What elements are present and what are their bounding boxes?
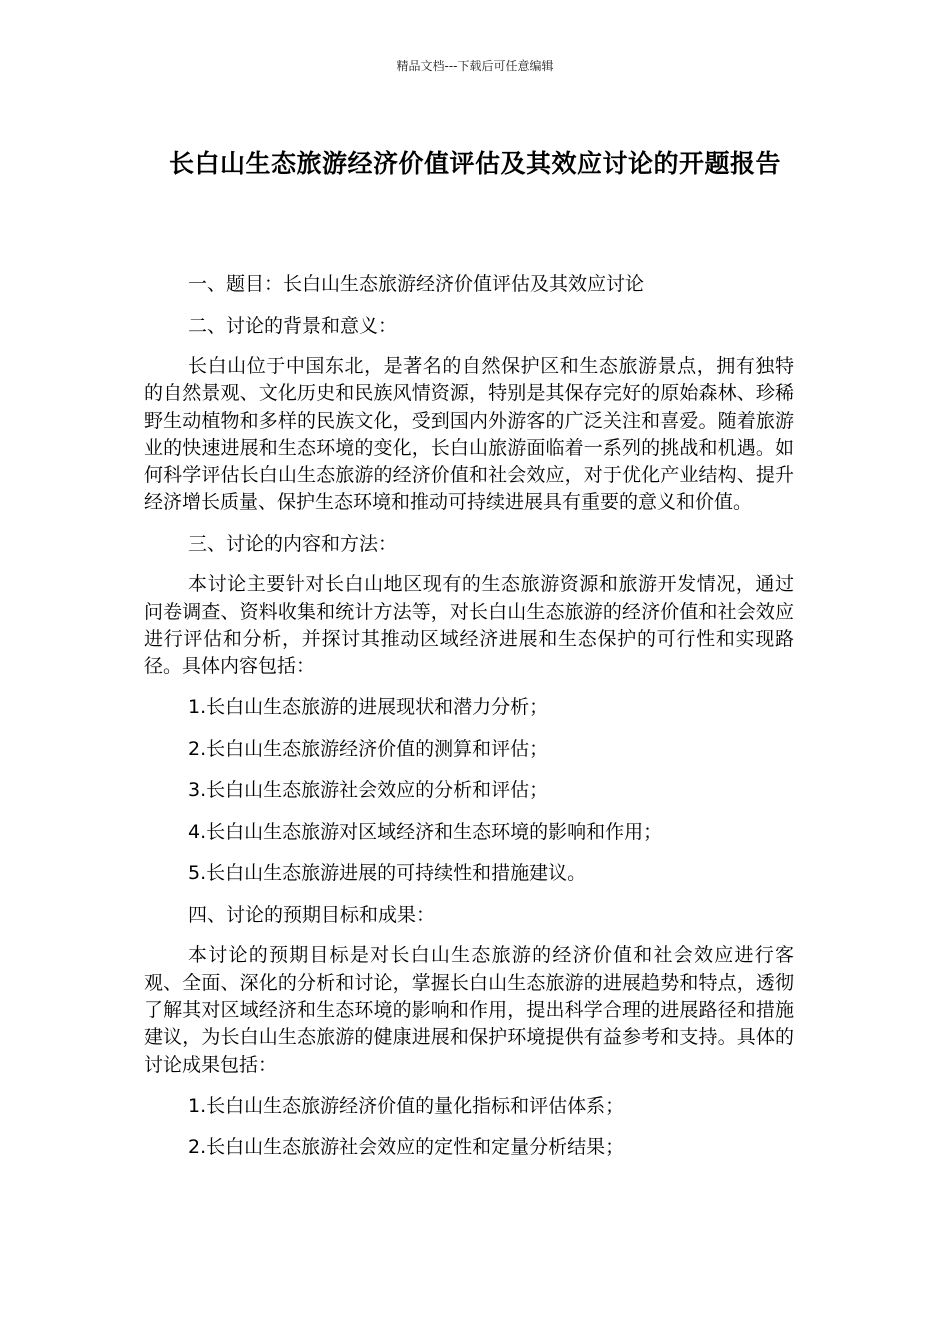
list-item: 1.长白山生态旅游的进展现状和潜力分析； (188, 696, 549, 719)
section-heading-goals: 四、讨论的预期目标和成果： (188, 903, 436, 926)
list-item: 2.长白山生态旅游社会效应的定性和定量分析结果； (188, 1136, 625, 1159)
section-heading-background: 二、讨论的背景和意义： (188, 314, 398, 337)
paragraph-goals: 本讨论的预期目标是对长白山生态旅游的经济价值和社会效应进行客观、全面、深化的分析和讨论，掌握长白山生态旅游的进展趋势和特点，透彻了解其对区域经济和生态环境的影响和作用，提出科学合理的进展路径和措施建议，为长白山生态旅游的健康进展和保护环境提供有益参考和支持。具体的讨论成果包括： (144, 944, 794, 1076)
page-header-note: 精品文档---下载后可任意编辑 (396, 59, 554, 73)
document-title: 长白山生态旅游经济价值评估及其效应讨论的开题报告 (168, 149, 781, 178)
section-heading-content-method: 三、讨论的内容和方法： (188, 532, 398, 555)
list-item: 5.长白山生态旅游进展的可持续性和措施建议。 (188, 862, 587, 885)
document-body (144, 270, 794, 1175)
list-item: 1.长白山生态旅游经济价值的量化指标和评估体系； (188, 1094, 625, 1117)
paragraph-content-method: 本讨论主要针对长白山地区现有的生态旅游资源和旅游开发情况，通过问卷调查、资料收集和统计方法等，对长白山生态旅游的经济价值和社会效应进行评估和分析，并探讨其推动区域经济进展和生态保护的可行性和实现路径。具体内容包括： (144, 573, 794, 678)
section-heading-topic: 一、题目：长白山生态旅游经济价值评估及其效应讨论 (188, 273, 645, 295)
list-item: 3.长白山生态旅游社会效应的分析和评估； (188, 779, 549, 802)
list-item: 2.长白山生态旅游经济价值的测算和评估； (188, 737, 549, 760)
paragraph-background: 长白山位于中国东北，是著名的自然保护区和生态旅游景点，拥有独特的自然景观、文化历史和民族风情资源，特别是其保存完好的原始森林、珍稀野生动植物和多样的民族文化，受到国内外游客的广泛关注和喜爱。随着旅游业的快速进展和生态环境的变化，长白山旅游面临着一系列的挑战和机遇。如何科学评估长白山生态旅游的经济价值和社会效应，对于优化产业结构、提升经济增长质量、保护生态环境和推动可持续进展具有重要的意义和价值。 (144, 355, 794, 514)
list-item: 4.长白山生态旅游对区域经济和生态环境的影响和作用； (188, 820, 663, 843)
